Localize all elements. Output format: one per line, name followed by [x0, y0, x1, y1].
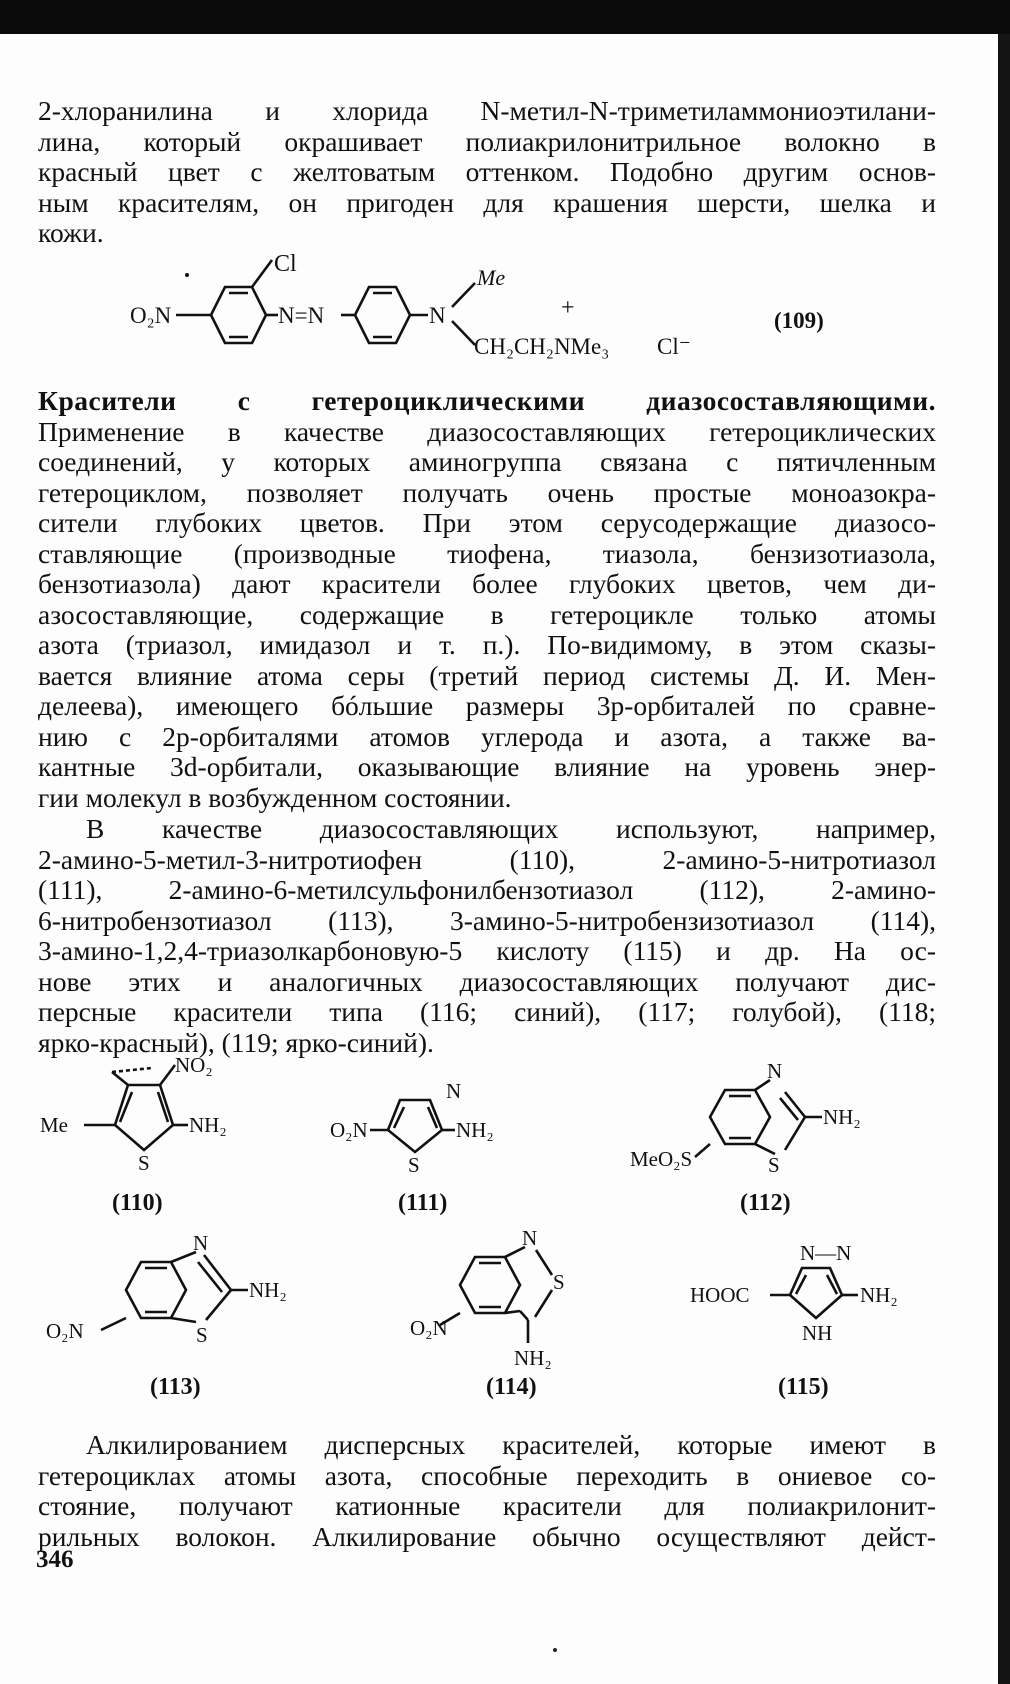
scan-speck [553, 1648, 557, 1652]
text-line: персные красители типа (116; синий), (117; голубой), (118; [38, 997, 936, 1027]
nitrogen-label: N [767, 1059, 783, 1083]
methyl-label: Me [40, 1113, 68, 1137]
page-number: 346 [36, 1546, 74, 1573]
text-line: делеева), имеющего бóльшие размеры 3p-орбиталей по сравне- [38, 691, 936, 721]
triazole-nn-label: N—N [800, 1241, 852, 1265]
amino-label: NH₂ [456, 1118, 494, 1142]
nitrogen-label: N [522, 1226, 538, 1250]
compound-number-114: (114) [486, 1374, 537, 1400]
nitro-label: O₂N [130, 303, 172, 328]
chlorine-label: Cl [274, 251, 297, 277]
sulfur-label: S [196, 1323, 208, 1347]
amino-label: NH₂ [514, 1346, 552, 1370]
text-line: В качестве диазосоставляющих используют, например, [86, 814, 936, 844]
text-line: сители глубоких цветов. При этом серусодержащие диазосо- [38, 508, 936, 538]
sulfur-label: S [768, 1153, 780, 1177]
text-line: бензотиазола) дают красители более глубоких цветов, чем ди- [38, 569, 936, 599]
text-line: 6-нитробензотиазол (113), 3-амино-5-нитробензизотиазол (114), [38, 905, 936, 936]
amine-n-label: N [429, 303, 446, 328]
nitro-label: O₂N [330, 1118, 368, 1142]
text-line: соединений, у которых аминогруппа связана с пятичленным [38, 447, 936, 477]
text-line: азосоставляющие, содержащие в гетероцикле только атомы [38, 599, 936, 630]
sulfur-label: S [138, 1151, 150, 1175]
scan-right-border [998, 34, 1010, 1684]
compound-number-113: (113) [150, 1374, 201, 1400]
text-line: гетероциклах атомы азота, способные переходить в ониевое со- [38, 1460, 936, 1491]
structure-112 [630, 1059, 940, 1197]
chain-label: CH₂CH₂NMe₃ [474, 334, 610, 359]
nitrogen-label: N [193, 1231, 209, 1255]
text-line: стояние, получают катионные красители для полиакрилонит- [38, 1491, 936, 1521]
text-line: 3-амино-1,2,4-триазолкарбоновую-5 кислоту (115) и др. На ос- [38, 936, 936, 966]
structure-113 [46, 1230, 346, 1365]
text-line: Алкилированием дисперсных красителей, которые имеют в [86, 1430, 936, 1460]
structure-115 [690, 1240, 950, 1355]
paragraph-1 [38, 96, 936, 249]
sulfur-label: S [553, 1270, 565, 1294]
amino-label: NH₂ [189, 1113, 227, 1137]
nitro-label: O₂N [46, 1319, 84, 1343]
compound-number-112: (112) [740, 1190, 791, 1216]
sulfur-label: S [408, 1153, 420, 1177]
compound-number-110: (110) [112, 1190, 163, 1216]
text-line: рильных волокон. Алкилирование обычно осуществляют дейст- [38, 1521, 936, 1552]
nitro-label: NO₂ [175, 1053, 213, 1077]
methyl-label: Me [477, 265, 506, 290]
text-line: ставляющие (производные тиофена, тиазола, бензизотиазола, [38, 538, 936, 569]
text-line: 2-амино-5-метил-3-нитротиофен (110), 2-амино-5-нитротиазол [38, 844, 936, 875]
charge-plus: + [561, 295, 575, 321]
text-line: вается влияние атома серы (третий период системы Д. И. Мен- [38, 660, 936, 691]
text-line: гии молекул в возбужденном состоянии. [38, 782, 512, 813]
text-line: ярко-красный), (119; ярко-синий). [38, 1027, 434, 1058]
text-line: кантные 3d-орбитали, оказывающие влияние на уровень энер- [38, 752, 936, 782]
text-line: гетероциклом, позволяет получать очень простые моноазокра- [38, 477, 936, 508]
amino-label: NH₂ [860, 1283, 898, 1307]
text-line: кожи. [38, 218, 104, 248]
structure-111 [330, 1080, 560, 1185]
compound-number: (109) [774, 308, 824, 333]
anion-label: Cl⁻ [657, 334, 691, 359]
benzene-ring [211, 287, 266, 343]
text-line: нию с 2p-орбиталями атомов углерода и азота, а также ва- [38, 721, 936, 752]
scan-top-border [0, 0, 1010, 34]
text-line: лина, который окрашивает полиакрилонитрильное волокно в [38, 126, 936, 157]
paragraph-2 [38, 386, 936, 813]
amino-label: NH₂ [823, 1105, 861, 1129]
text-line: красный цвет с желтоватым оттенком. Подобно другим основ- [38, 157, 936, 187]
section-heading: Красители с гетероциклическими диазосоставляющими. [38, 386, 936, 416]
text-line: азота (триазол, имидазол и т. п.). По-видимому, в этом сказы- [38, 630, 936, 660]
carboxyl-label: HOOC [690, 1283, 750, 1307]
nh-label: NH [802, 1321, 833, 1345]
text-line: нове этих и аналогичных диазосоставляющих получают дис- [38, 966, 936, 997]
formula-109 [130, 251, 930, 375]
paragraph-4 [38, 1430, 936, 1552]
text-line: 2-хлоранилина и хлорида N-метил-N-триметиламмониоэтилани- [38, 96, 936, 126]
text-line: Применение в качестве диазосоставляющих гетероциклических [38, 416, 936, 447]
paragraph-3 [38, 814, 936, 1058]
text-line: ным красителям, он пригоден для крашения шерсти, шелка и [38, 187, 936, 218]
benzene-ring [355, 287, 410, 343]
azo-label: N=N [278, 303, 325, 328]
nitrogen-label: N [446, 1079, 462, 1103]
structure-110 [40, 1050, 290, 1185]
amino-label: NH₂ [249, 1278, 287, 1302]
nitro-label: O₂N [410, 1316, 448, 1340]
sulfonyl-label: MeO₂S [630, 1147, 693, 1171]
structure-114 [410, 1225, 650, 1390]
text-line: (111), 2-амино-6-метилсульфонилбензотиазол (112), 2-амино- [38, 875, 936, 905]
compound-number-111: (111) [398, 1190, 448, 1216]
compound-number-115: (115) [778, 1374, 829, 1400]
